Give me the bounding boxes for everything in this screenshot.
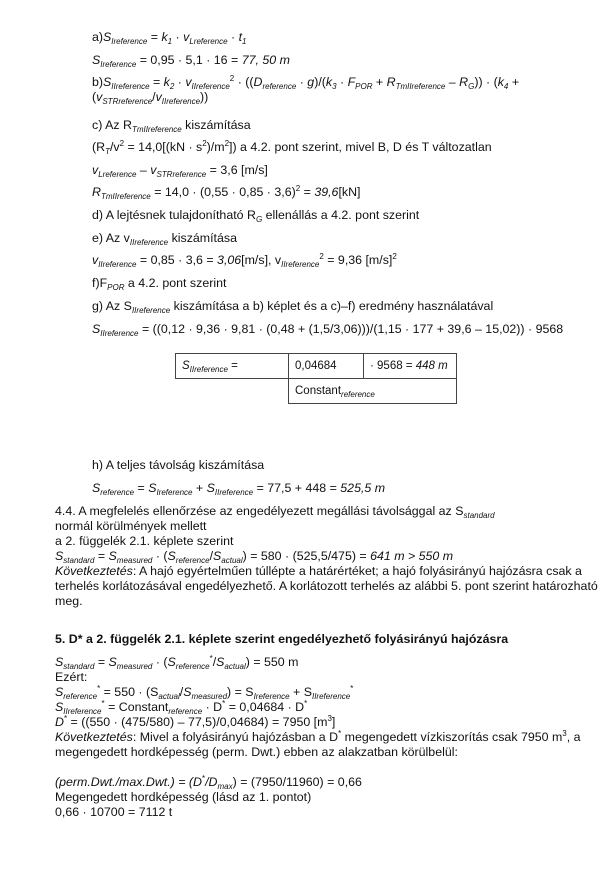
table-value-cell: 0,04684 <box>289 354 364 379</box>
table-result-cell: · 9568 = 448 m <box>364 354 457 379</box>
section-5-heading: 5. D* a 2. függelék 2.1. képlete szerint engedélyezhető folyásirányú hajózásra <box>55 632 509 646</box>
section-5-formula3: $S_{IIreference}^*$ = Constant$_{reference}$ · D* = 0,04684 · D* <box>55 699 308 716</box>
formula-c-coef: $(R_T/v^2 = 14,0[(kN \cdot s^2)/m^2])$ a 4.2. pont szerint, mivel B, D és T változatlan <box>92 139 492 156</box>
formula-g: $S_{IIreference} = ((0,12 \cdot 9,36 \cdot 9,81 \cdot (0,48 + (1,5/3,06)))/(1,15 \cdot 177 + 39,6 - 15,02)) \cdot 9568$ <box>92 322 564 338</box>
section-h-heading: h) A teljes távolság kiszámítása <box>92 458 265 472</box>
formula-h: $S_{reference} = S_{Ireference} + S_{IIreference} = 77,5 + 448 = 525,5$ m <box>92 481 386 497</box>
section-5-formula4: D* = ((550 · (475/580) – 77,5)/0,04684) = 7950 $[m^3]$ <box>55 714 336 729</box>
section-5-formula2: $S_{reference}^* = 550 \cdot (S_{actual}/S_{measured}) = S_{Ireference} + S_{IIreference}^*$ <box>55 684 354 701</box>
section-f: $f)F_{POR}$ a 4.2. pont szerint <box>92 276 227 292</box>
section-e-heading: e) Az $v_{IIreference}$ kiszámítása <box>92 231 237 247</box>
section-g-heading: g) Az $S_{IIreference}$ kiszámítása a b) képlet és a c)–f) eredmény használatával <box>92 299 494 315</box>
formula-c-result: $R_{TmIIreference} = 14,0 \cdot (0,55 \cdot 0,85 \cdot 3,6)^2 = 39,6[kN]$ <box>92 184 361 201</box>
formula-a-result: $S_{Ireference} = 0,95 \cdot 5,1 \cdot 16 = 77$, 50 m <box>92 53 290 69</box>
section-d: d) A lejtésnek tulajdonítható $R_G$ ellenállás a 4.2. pont szerint <box>92 208 420 224</box>
section-5-formula1: $S_{standard} = S_{measured} \cdot (S_{reference}^*/S_{actual}) = 550$ m <box>55 654 299 671</box>
section-5-conclusion: Következtetés: Mivel a folyásirányú hajózásban a D* megengedett vízkiszorítás csak 7950 $m^3$, a megengedett hordképesség (perm. Dwt.) ebben az alakzatban körülbelül: <box>55 729 581 759</box>
para-4-4-line1: 4.4. A megfelelés ellenőrzése az engedélyezett megállási távolsággal az $S_{standard}$ <box>55 504 495 520</box>
formula-a: $a)S_{Ireference} = k_1 \cdot v_{Lreference} \cdot t_1$ <box>92 30 247 46</box>
section-5-capacity-label: Megengedett hordképesség (lásd az 1. pontot) <box>55 790 312 804</box>
formula-c-velocity: $v_{Lreference} - v_{STRreference} = 3,6$ [m/s] <box>92 163 268 179</box>
table-label-cell: $S_{IIreference}$ = <box>176 354 289 379</box>
para-4-4-conclusion: Következtetés: A hajó egyértelműen túllépte a határértéket; a hajó folyásirányú hajózásra csak a terhelés korlátozásával engedélyezhető. A korlátozott terhelés az alábbi 5. pont szerint határozható meg. <box>55 564 598 608</box>
section-c-heading: c) Az $R_{TmIIreference}$ kiszámítása <box>92 118 251 134</box>
section-5-capacity-result: 0,66 · 10700 = 7112 t <box>55 805 173 819</box>
formula-b: $b)S_{IIreference} = k_2 \cdot v_{IIreference}^2 \cdot ((D_{reference} \cdot g)/(k_3 \cdot F_{POR} + R_{TmIIreference} - R_G)) \cdot (k_4 + (v_{STRreference}/v_{IIreference}))$ <box>92 74 520 106</box>
section-5-therefore: Ezért: <box>55 670 88 684</box>
table-constant-cell: Constant$_{reference}$ <box>289 379 457 404</box>
reference-table <box>175 353 457 404</box>
para-4-4-formula: $S_{standard} = S_{measured} \cdot (S_{reference}/S_{actual}) = 580 \cdot (525,5/475) = 641$ m > 550 m <box>55 549 454 565</box>
formula-e: $v_{IIreference} = 0,85 \cdot 3,6 = 3,06[m/s]$, $v_{IIreference}^2 = 9,36$ $[m/s]^2$ <box>92 252 397 269</box>
para-4-4-line2: normál körülmények mellett <box>55 519 207 533</box>
section-5-ratio: (perm.Dwt./max.Dwt.) = $(D^*/D_{max}) = (7950/11960) = 0,66$ <box>55 774 362 791</box>
para-4-4-line3: a 2. függelék 2.1. képlete szerint <box>55 534 234 548</box>
